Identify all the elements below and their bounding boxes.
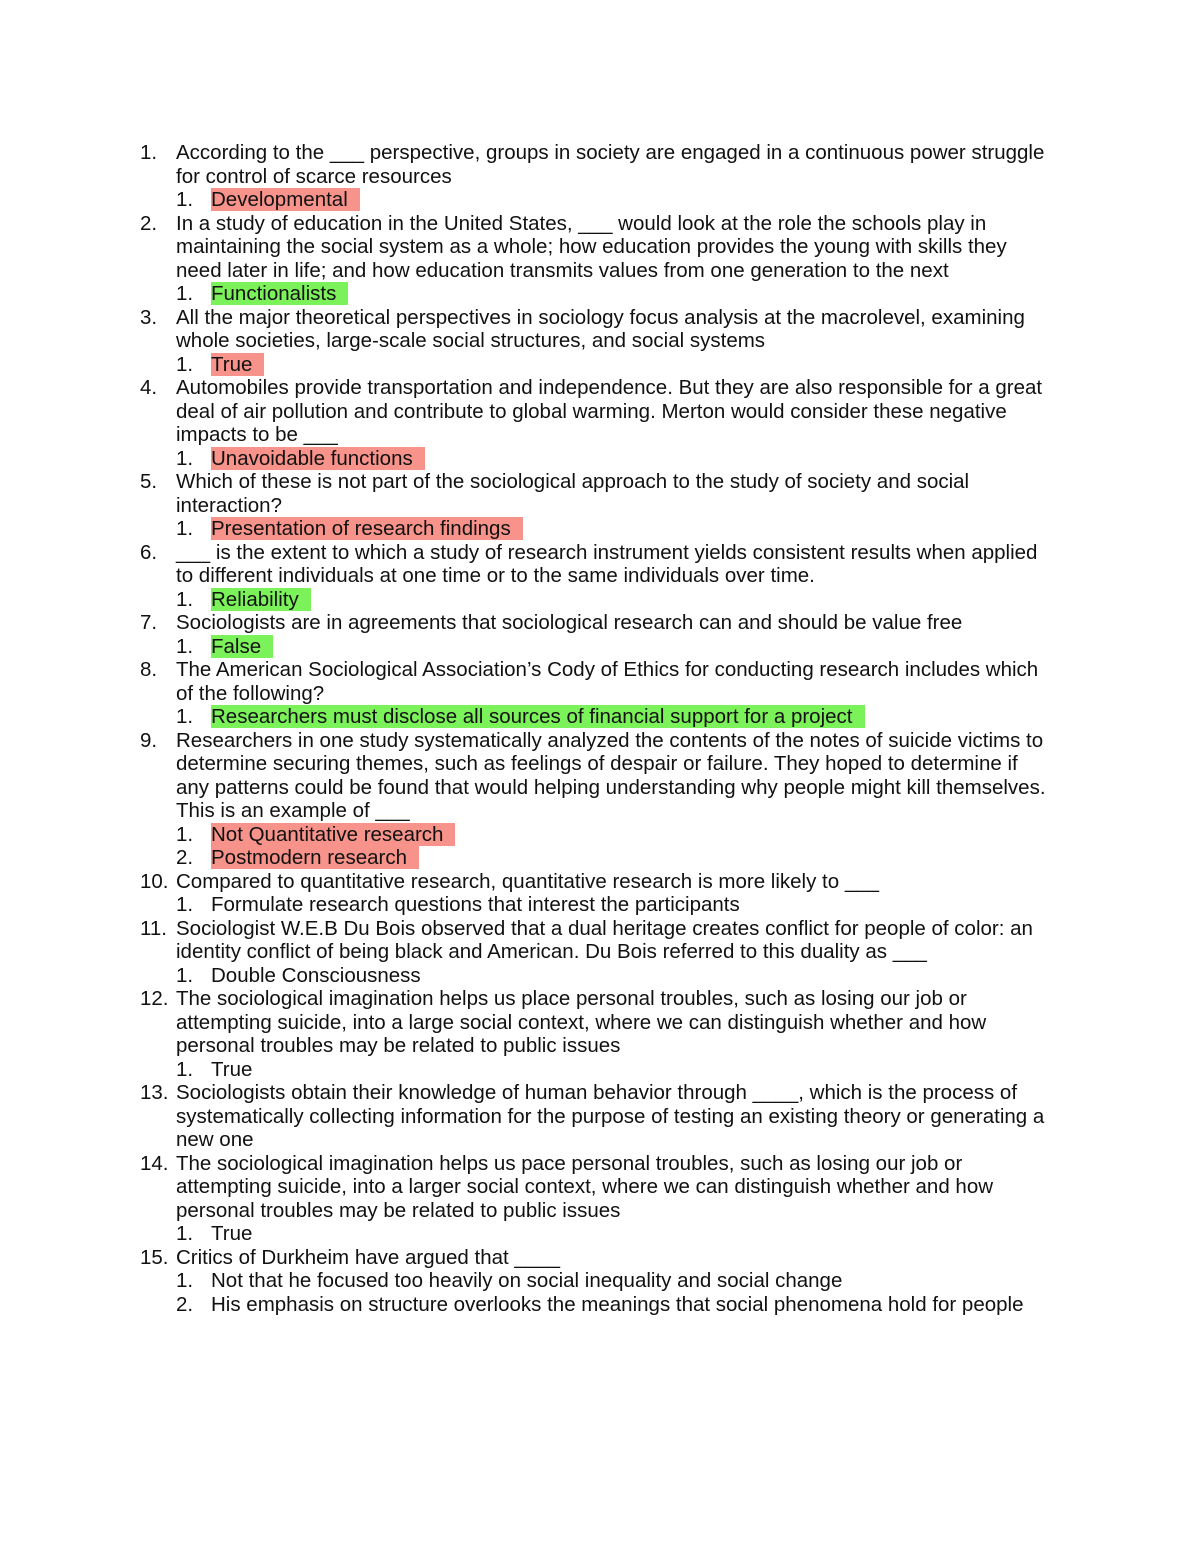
answer-number: 1. [176,1222,194,1245]
answer-item [176,893,1055,917]
question-number: 5. [140,470,158,493]
question-text: Compared to quantitative research, quantitative research is more likely to ___ [176,869,880,893]
question-item [140,611,1055,658]
question-text: Automobiles provide transportation and independence. But they are also responsible for a great deal of air pollution and contribute to global warming. Merton would consider these negative impacts to be ___ [176,376,1043,446]
question-item [140,1081,1055,1152]
question-item [140,306,1055,377]
question-text: ___ is the extent to which a study of research instrument yields consistent results when applied to different individuals at one time or to the same individuals over time. [176,540,1038,587]
answer-number: 1. [176,282,194,305]
question-number: 1. [140,141,158,164]
question-item [140,141,1055,212]
question-number: 13. [140,1081,169,1104]
answer-text: Formulate research questions that interest the participants [211,893,740,916]
answer-list [176,635,1055,659]
highlighted-answer-text: Postmodern research [211,846,419,869]
question-item [140,212,1055,306]
answer-number: 1. [176,963,194,987]
question-item [140,987,1055,1081]
answer-item [176,1222,1055,1246]
answer-item [176,705,1055,729]
question-text: In a study of education in the United States, ___ would look at the role the schools play in maintaining the social system as a whole; how education provides the young with skills they need later in life; and how education transmits values from one generation to the next [176,211,1007,282]
question-list [140,141,1055,1316]
question-item [140,376,1055,470]
answer-list [176,517,1055,541]
answer-item [176,1058,1055,1082]
answer-item [176,823,1055,847]
question-text: Which of these is not part of the sociological approach to the study of society and social interaction? [176,470,970,517]
question-number: 12. [140,987,169,1010]
question-item [140,1246,1055,1317]
highlighted-answer-text: Unavoidable functions [211,447,425,470]
answer-list [176,282,1055,306]
answer-item [176,517,1055,541]
answer-list [176,353,1055,377]
answer-number: 1. [176,188,194,211]
answer-number: 1. [176,587,194,611]
answer-number: 1. [176,893,194,916]
answer-text: Not that he focused too heavily on social inequality and social change [211,1269,843,1292]
question-text: Critics of Durkheim have argued that ____ [176,1245,561,1269]
answer-number: 1. [176,446,194,470]
question-number: 11. [140,916,167,940]
answer-list [176,447,1055,471]
answer-text: True [211,1222,253,1245]
question-item [140,1152,1055,1246]
answer-number: 1. [176,1269,194,1292]
highlighted-answer-text: Researchers must disclose all sources of financial support for a project [211,705,865,728]
question-number: 8. [140,658,158,681]
answer-item [176,846,1055,870]
answer-list [176,1269,1055,1316]
question-number: 14. [140,1151,169,1175]
question-text: Researchers in one study systematically analyzed the contents of the notes of suicide victims to determine securing themes, such as feelings of despair or failure. They hoped to determine if any patterns could be found that would helping understanding why people might kill themselves. This is an example of ___ [176,728,1046,822]
answer-item [176,353,1055,377]
answer-list [176,705,1055,729]
answer-item [176,635,1055,659]
answer-number: 2. [176,1292,194,1316]
answer-item [176,588,1055,612]
answer-list [176,823,1055,870]
answer-item [176,1293,1055,1317]
answer-list [176,893,1055,917]
question-item [140,870,1055,917]
question-item [140,917,1055,988]
question-text: Sociologists obtain their knowledge of human behavior through ____, which is the process of systematically collecting information for the purpose of testing an existing theory or generating a new one [176,1081,1045,1151]
question-number: 9. [140,728,158,752]
question-number: 4. [140,376,158,399]
highlighted-answer-text: Presentation of research findings [211,517,523,540]
question-number: 15. [140,1245,169,1269]
answer-item [176,447,1055,471]
highlighted-answer-text: Reliability [211,588,311,611]
answer-number: 1. [176,352,194,376]
answer-list [176,1222,1055,1246]
answer-text: Double Consciousness [211,963,421,987]
question-text: According to the ___ perspective, groups in society are engaged in a continuous power struggle for control of scarce resources [176,141,1045,188]
question-item [140,729,1055,870]
answer-list [176,964,1055,988]
question-text: The sociological imagination helps us place personal troubles, such as losing our job or attempting suicide, into a large social context, where we can distinguish whether and how personal troubles may be related to public issues [176,987,987,1057]
question-item [140,658,1055,729]
answer-text: His emphasis on structure overlooks the meanings that social phenomena hold for people [211,1292,1024,1316]
question-item [140,541,1055,612]
answer-item [176,188,1055,212]
answer-number: 2. [176,846,194,869]
answer-number: 1. [176,634,194,658]
highlighted-answer-text: True [211,353,264,376]
question-number: 7. [140,611,158,634]
question-number: 6. [140,540,158,564]
answer-number: 1. [176,822,194,846]
highlighted-answer-text: False [211,635,273,658]
question-text: Sociologist W.E.B Du Bois observed that a dual heritage creates conflict for people of color: an identity conflict of being black and American. Du Bois referred to this duality as ___ [176,916,1033,963]
answer-number: 1. [176,1057,194,1081]
highlighted-answer-text: Not Quantitative research [211,823,455,846]
highlighted-answer-text: Developmental [211,188,360,211]
answer-number: 1. [176,517,194,540]
answer-text: True [211,1057,253,1081]
question-number: 2. [140,211,158,235]
question-text: All the major theoretical perspectives in sociology focus analysis at the macrolevel, examining whole societies, large-scale social structures, and social systems [176,305,1025,352]
question-text: Sociologists are in agreements that sociological research can and should be value free [176,611,963,634]
question-number: 10. [140,869,169,893]
answer-item [176,282,1055,306]
question-text: The American Sociological Association’s Cody of Ethics for conducting research includes which of the following? [176,658,1039,705]
answer-list [176,588,1055,612]
question-item [140,470,1055,541]
answer-item [176,964,1055,988]
question-number: 3. [140,305,158,329]
highlighted-answer-text: Functionalists [211,282,348,305]
answer-number: 1. [176,705,194,728]
question-text: The sociological imagination helps us pace personal troubles, such as losing our job or attempting suicide, into a larger social context, where we can distinguish whether and how personal troubles may be related to public issues [176,1151,994,1222]
answer-item [176,1269,1055,1293]
answer-list [176,188,1055,212]
answer-list [176,1058,1055,1082]
